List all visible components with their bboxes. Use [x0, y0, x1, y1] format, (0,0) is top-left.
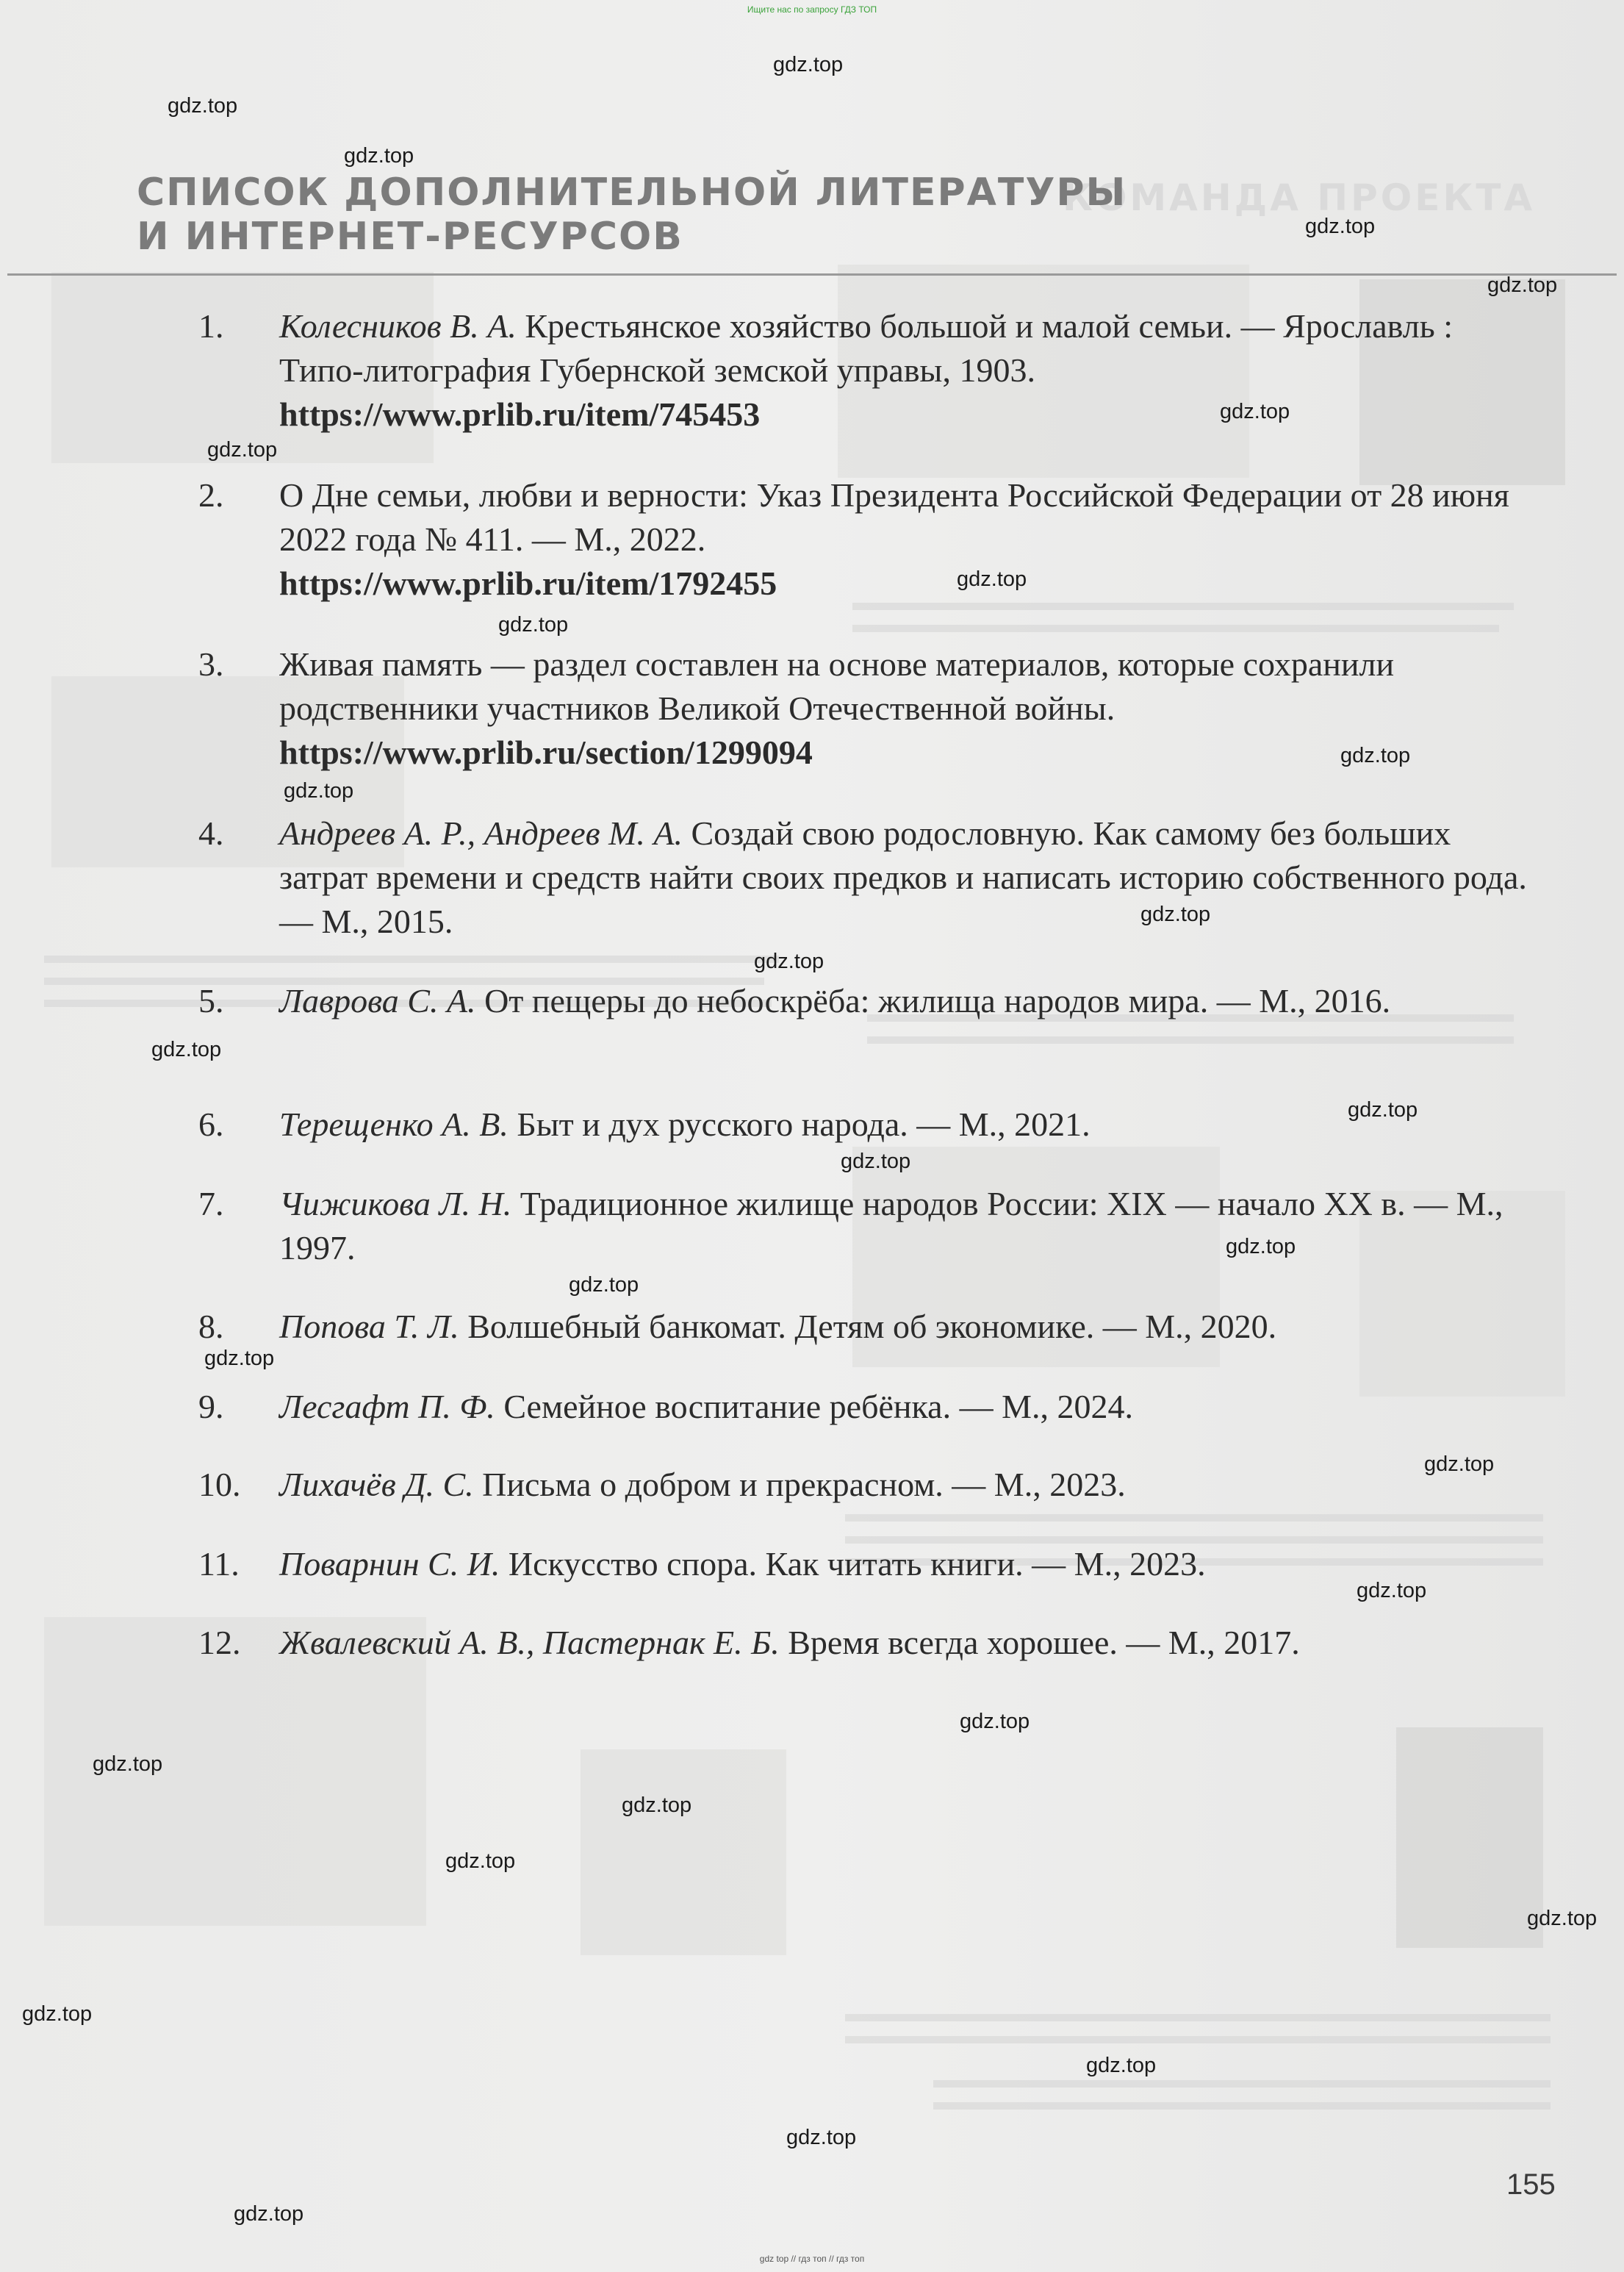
reference-body: [279, 811, 1543, 944]
watermark: gdz.top: [1340, 744, 1411, 767]
watermark: gdz.top: [754, 950, 824, 973]
reference-number: 1.: [198, 307, 224, 345]
reference-number: 9.: [198, 1388, 224, 1425]
watermark: gdz.top: [786, 2126, 857, 2149]
watermark: gdz.top: [1220, 400, 1290, 423]
watermark: gdz.top: [445, 1849, 516, 1873]
reference-author: Терещенко А. В.: [279, 1105, 509, 1143]
reference-url-link[interactable]: https://www.prlib.ru/item/1792455: [279, 565, 777, 602]
reference-author: Поварнин С. И.: [279, 1545, 500, 1583]
reference-body: [279, 1621, 1543, 1665]
reference-author: Лаврова С. А.: [279, 982, 476, 1019]
reference-text: Волшебный банкомат. Детям об экономике. — М., 2020.: [459, 1308, 1277, 1345]
reference-author: Лесгафт П. Ф.: [279, 1388, 495, 1425]
reference-author: Чижикова Л. Н.: [279, 1185, 512, 1222]
watermark: gdz.top: [93, 1752, 163, 1776]
show-through-text: [44, 956, 779, 963]
reference-text: Традиционное жилище народов России: XIX — начало XX в. — М., 1997.: [279, 1185, 1503, 1266]
heading-line-1: СПИСОК ДОПОЛНИТЕЛЬНОЙ ЛИТЕРАТУРЫ: [137, 171, 1127, 215]
reference-author: Жвалевский А. В., Пастернак Е. Б.: [279, 1624, 780, 1661]
show-through-photo: [1396, 1727, 1543, 1948]
show-through-text: [852, 625, 1499, 632]
watermark: gdz.top: [841, 1150, 911, 1173]
show-through-photo: [581, 1749, 786, 1955]
reference-number: 12.: [198, 1624, 241, 1661]
watermark: gdz.top: [1348, 1098, 1418, 1122]
reference-url-link[interactable]: https://www.prlib.ru/section/1299094: [279, 734, 813, 771]
heading-rule: [7, 273, 1617, 276]
show-through-text: [845, 1514, 1543, 1522]
reference-number: 5.: [198, 982, 224, 1019]
reference-body: [279, 304, 1543, 437]
reference-number: 10.: [198, 1466, 241, 1503]
watermark: gdz.top: [1226, 1235, 1296, 1258]
reference-author: Попова Т. Л.: [279, 1308, 459, 1345]
watermark: gdz.top: [151, 1038, 222, 1061]
reference-text: Создай свою родословную. Как самому без больших затрат времени и средств найти своих предков и написать историю собственного рода. — М., 2015.: [279, 814, 1527, 940]
show-through-text: [845, 2036, 1551, 2043]
watermark: gdz.top: [1487, 273, 1558, 297]
reference-text: Семейное воспитание ребёнка. — М., 2024.: [495, 1388, 1133, 1425]
reference-author: Лихачёв Д. С.: [279, 1466, 474, 1503]
reference-text: Время всегда хорошее. — М., 2017.: [779, 1624, 1300, 1661]
watermark: gdz.top: [1357, 1579, 1427, 1602]
show-through-title: КОМАНДА ПРОЕКТА: [1063, 176, 1536, 219]
reference-text: Быт и дух русского народа. — М., 2021.: [508, 1105, 1091, 1143]
reference-text: Письма о добром и прекрасном. — М., 2023.: [473, 1466, 1126, 1503]
reference-body: [279, 1305, 1543, 1349]
top-promo-note[interactable]: Ищите нас по запросу ГДЗ ТОП: [747, 4, 877, 15]
reference-text: Крестьянское хозяйство большой и малой семьи. — Ярославль : Типо-литография Губернской земской управы, 1903.: [279, 307, 1454, 389]
watermark: gdz.top: [1305, 215, 1376, 238]
reference-author: Андреев А. Р., Андреев М. А.: [279, 814, 683, 852]
watermark: gdz.top: [1424, 1452, 1495, 1476]
watermark: gdz.top: [569, 1273, 639, 1297]
reference-number: 8.: [198, 1308, 224, 1345]
watermark: gdz.top: [622, 1793, 692, 1817]
reference-body: [279, 979, 1543, 1023]
show-through-text: [867, 1036, 1514, 1044]
reference-number: 6.: [198, 1105, 224, 1143]
reference-body: [279, 1542, 1543, 1586]
page-number: 155: [1506, 2168, 1556, 2201]
reference-text: О Дне семьи, любви и верности: Указ Президента Российской Федерации от 28 июня 2022 года № 411. — М., 2022.: [279, 476, 1509, 558]
watermark: gdz.top: [1140, 903, 1211, 926]
show-through-text: [845, 2014, 1551, 2021]
bottom-footer-note[interactable]: gdz top // гдз топ // гдз топ: [759, 2254, 865, 2264]
reference-body: [279, 1385, 1543, 1429]
show-through-text: [933, 2102, 1551, 2110]
reference-author: Колесников В. А.: [279, 307, 517, 345]
watermark: gdz.top: [1527, 1907, 1598, 1930]
reference-number: 4.: [198, 814, 224, 852]
heading-line-2: И ИНТЕРНЕТ-РЕСУРСОВ: [137, 215, 683, 259]
reference-number: 2.: [198, 476, 224, 514]
watermark: gdz.top: [204, 1347, 275, 1370]
watermark: gdz.top: [207, 438, 278, 462]
watermark: gdz.top: [168, 94, 238, 118]
watermark: gdz.top: [773, 53, 844, 76]
reference-body: [279, 1463, 1543, 1507]
watermark: gdz.top: [22, 2002, 93, 2026]
page-heading: [137, 171, 1127, 259]
watermark: gdz.top: [498, 613, 569, 637]
watermark: gdz.top: [960, 1710, 1030, 1733]
watermark: gdz.top: [344, 144, 414, 168]
reference-number: 7.: [198, 1185, 224, 1222]
reference-body: [279, 473, 1543, 606]
reference-text: Искусство спора. Как читать книги. — М., 2023.: [500, 1545, 1206, 1583]
reference-text: От пещеры до небоскрёба: жилища народов мира. — М., 2016.: [475, 982, 1391, 1019]
reference-number: 11.: [198, 1545, 240, 1583]
watermark: gdz.top: [1086, 2054, 1157, 2077]
show-through-text: [933, 2080, 1551, 2088]
watermark: gdz.top: [957, 567, 1027, 591]
watermark: gdz.top: [284, 779, 354, 803]
reference-number: 3.: [198, 645, 224, 683]
reference-url-link[interactable]: https://www.prlib.ru/item/745453: [279, 395, 761, 433]
reference-body: [279, 1182, 1543, 1270]
reference-text: Живая память — раздел составлен на основе материалов, которые сохранили родственники участников Великой Отечественной войны.: [279, 645, 1395, 727]
watermark: gdz.top: [234, 2202, 304, 2226]
